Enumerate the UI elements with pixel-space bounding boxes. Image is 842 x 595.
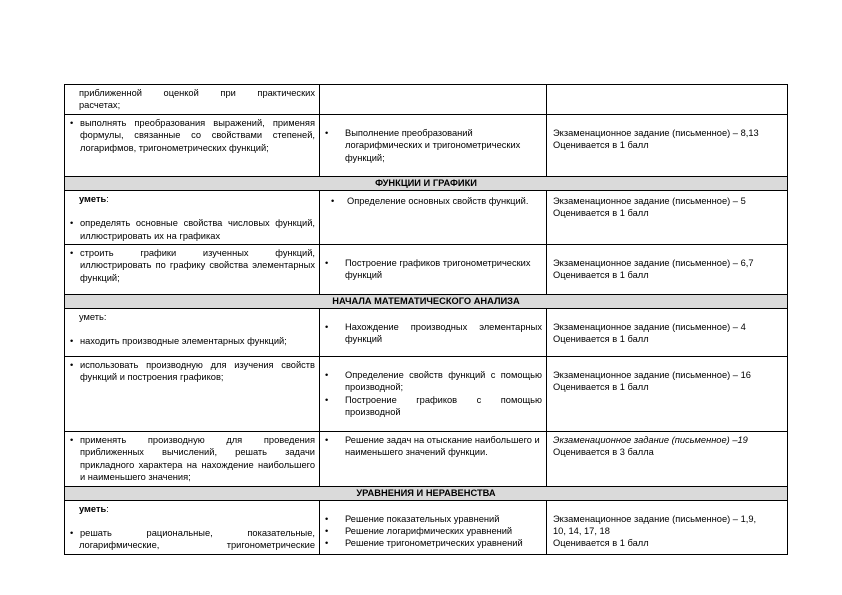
table-row — [65, 190, 788, 244]
exam-task: Экзаменационное задание (письменное) – 16 — [553, 370, 751, 381]
content-text: Решение тригонометрических уравнений — [345, 538, 523, 549]
skill-text-line: расчетах; — [79, 100, 121, 111]
section-title: ФУНКЦИИ И ГРАФИКИ — [65, 176, 788, 190]
section-title: НАЧАЛА МАТЕМАТИЧЕСКОГО АНАЛИЗА — [65, 295, 788, 309]
bullet-icon: • — [331, 195, 335, 206]
table-row — [65, 357, 788, 432]
content-text: Решение показательных уравнений — [345, 513, 500, 524]
section-header-row — [65, 486, 788, 500]
skill-text: использовать производную для изучения свойств функций и построения графиков; — [80, 360, 315, 383]
content-cell — [320, 500, 547, 554]
content-text: Нахождение производных элементарных функций — [345, 322, 542, 345]
score-text: Оценивается в 1 балл — [553, 538, 649, 549]
skill-cell — [65, 309, 320, 357]
section-header-row — [65, 295, 788, 309]
content-text: Построение графиков тригонометрических функций — [345, 258, 531, 281]
bullet-icon: • — [70, 435, 74, 446]
score-text: Оценивается в 1 балл — [553, 270, 649, 281]
content-cell — [320, 114, 547, 176]
assessment-cell — [547, 245, 788, 295]
bullet-icon: • — [325, 526, 329, 537]
bullet-icon: • — [70, 117, 74, 128]
bullet-icon: • — [325, 538, 329, 549]
skill-text-line: решать рациональные, показательные, — [80, 528, 315, 539]
assessment-cell — [547, 500, 788, 554]
content-cell — [320, 245, 547, 295]
bullet-icon: • — [325, 435, 329, 446]
content-cell — [320, 85, 547, 115]
table-row — [65, 114, 788, 176]
skill-cell — [65, 85, 320, 115]
skill-text: находить производные элементарных функций; — [80, 336, 287, 347]
score-text: Оценивается в 3 балла — [553, 447, 654, 458]
skill-heading: уметь: — [79, 312, 107, 323]
bullet-icon: • — [325, 513, 329, 524]
assessment-cell — [547, 190, 788, 244]
skill-cell — [65, 245, 320, 295]
bullet-icon: • — [70, 528, 74, 539]
score-text: Оценивается в 1 балл — [553, 208, 649, 219]
bullet-icon: • — [325, 322, 329, 333]
exam-task: Экзаменационное задание (письменное) – 4 — [553, 322, 746, 333]
skill-heading: уметь: — [79, 193, 109, 204]
content-text: Определение основных свойств функций. — [347, 195, 529, 206]
assessment-cell — [547, 85, 788, 115]
exam-task: Экзаменационное задание (письменное) – 1,9, — [553, 513, 757, 524]
bullet-icon: • — [70, 336, 74, 347]
content-text: Построение графиков с помощью производной — [345, 394, 542, 418]
exam-task: Экзаменационное задание (письменное) – 5 — [553, 195, 746, 206]
table-row — [65, 245, 788, 295]
skill-text-line: логарифмические, тригонометрические — [79, 540, 315, 551]
section-title: УРАВНЕНИЯ И НЕРАВЕНСТВА — [65, 486, 788, 500]
competency-table — [64, 84, 788, 555]
assessment-cell — [547, 114, 788, 176]
assessment-cell — [547, 432, 788, 487]
skill-heading: уметь: — [79, 503, 109, 514]
bullet-icon: • — [70, 248, 74, 259]
content-text: Выполнение преобразований логарифмических и тригонометрических функций; — [345, 127, 521, 163]
bullet-icon: • — [325, 370, 329, 381]
table-row — [65, 85, 788, 115]
exam-task: Экзаменационное задание (письменное) – 8,13 — [553, 127, 759, 138]
exam-task-continued: 10, 14, 17, 18 — [553, 526, 610, 537]
skill-cell — [65, 114, 320, 176]
content-text: Решение задач на отыскание наибольшего и наименьшего значений функции. — [345, 435, 540, 458]
bullet-icon: • — [70, 218, 74, 229]
skill-text: выполнять преобразования выражений, применяя формулы, связанные со свойствами степеней, логарифмов, тригонометрических функций; — [80, 117, 315, 153]
table-row — [65, 309, 788, 357]
content-cell — [320, 357, 547, 432]
assessment-cell — [547, 357, 788, 432]
content-cell — [320, 432, 547, 487]
bullet-icon: • — [325, 394, 329, 405]
bullet-icon: • — [325, 258, 329, 269]
skill-cell — [65, 432, 320, 487]
content-text: Определение свойств функций с помощью производной; — [345, 370, 542, 393]
skill-cell — [65, 190, 320, 244]
table-row — [65, 432, 788, 487]
table-row — [65, 500, 788, 554]
score-text: Оценивается в 1 балл — [553, 334, 649, 345]
content-text: Решение логарифмических уравнений — [345, 526, 513, 537]
skill-cell — [65, 500, 320, 554]
score-text: Оценивается в 1 балл — [553, 140, 649, 151]
skill-text-line: приближенной оценкой при практических — [79, 88, 315, 98]
exam-task: Экзаменационное задание (письменное) –19 — [553, 435, 748, 446]
skill-cell — [65, 357, 320, 432]
exam-task: Экзаменационное задание (письменное) – 6,7 — [553, 258, 754, 269]
section-header-row — [65, 176, 788, 190]
skill-text: применять производную для проведения приближенных вычислений, решать задачи прикладного характера на нахождение наибольшего и наименьшего значения; — [80, 435, 315, 483]
score-text: Оценивается в 1 балл — [553, 382, 649, 393]
bullet-icon: • — [325, 127, 329, 138]
skill-text: строить графики изученных функций, иллюстрировать по графику свойства элементарных функций; — [80, 248, 315, 283]
content-cell — [320, 309, 547, 357]
bullet-icon: • — [70, 360, 74, 371]
assessment-cell — [547, 309, 788, 357]
content-cell — [320, 190, 547, 244]
skill-text: определять основные свойства числовых функций, иллюстрировать их на графиках — [80, 218, 315, 241]
